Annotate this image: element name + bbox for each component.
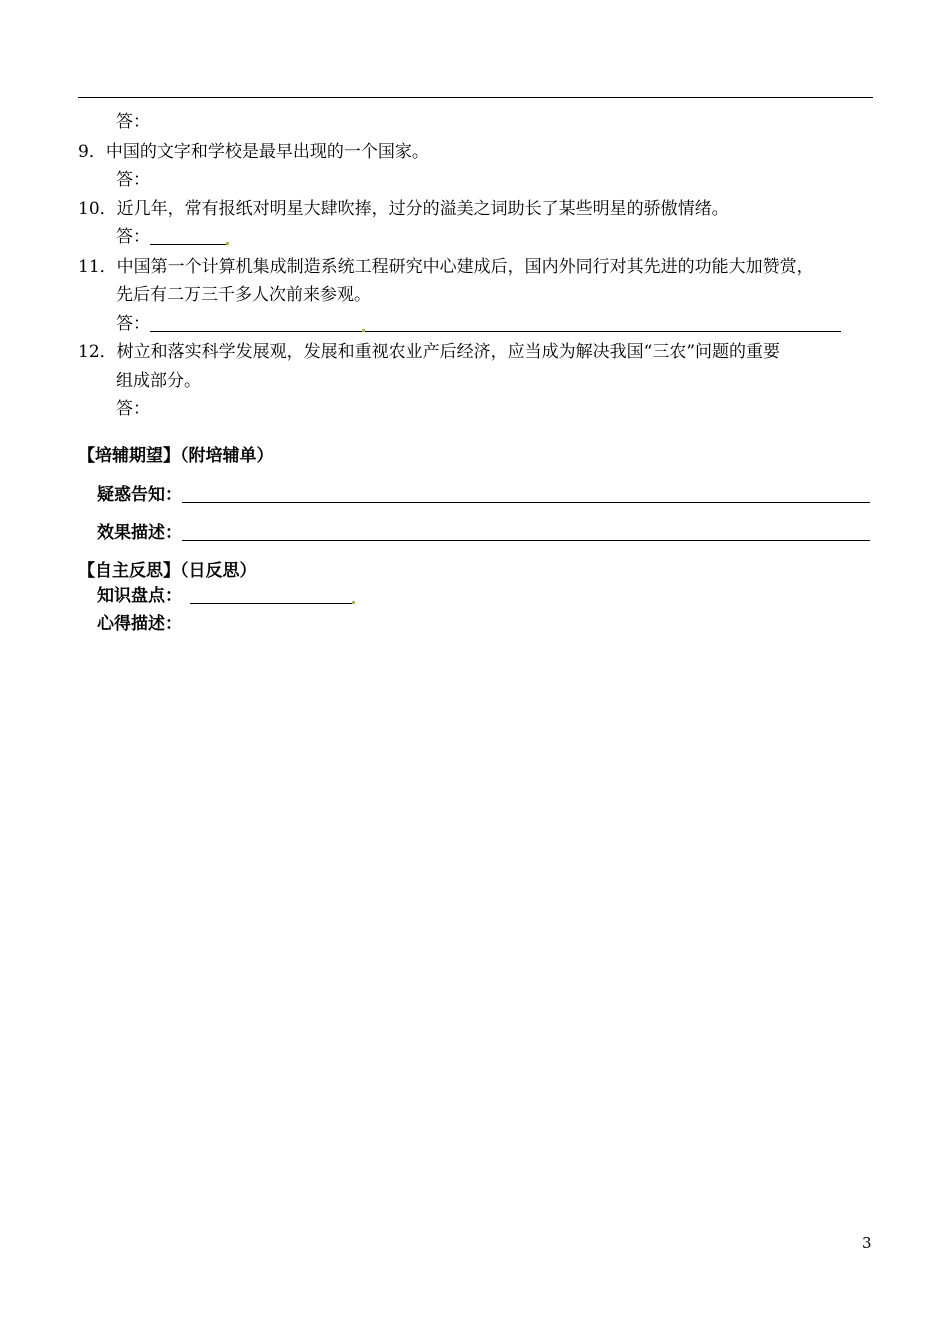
answer-blank[interactable] (150, 315, 362, 332)
answer-label: 答： (116, 170, 150, 190)
knowledge-label: 知识盘点： (97, 586, 182, 606)
doubt-input-line[interactable] (182, 486, 870, 503)
edit-mark (352, 601, 355, 604)
knowledge-input-line[interactable] (190, 587, 352, 604)
answer-line-9 (116, 169, 150, 191)
doubt-row (97, 484, 870, 506)
question-number: 11． (78, 257, 117, 277)
question-12-line-1 (78, 341, 780, 363)
question-text: 组成部分。 (116, 371, 201, 391)
question-text: 树立和落实科学发展观，发展和重视农业产后经济，应当成为解决我国“三农”问题的重要 (116, 342, 781, 362)
answer-blank[interactable] (365, 315, 841, 332)
answer-line-11 (116, 313, 841, 335)
answer-line-10 (116, 226, 229, 248)
answer-label: 答： (116, 112, 150, 132)
answer-label: 答： (116, 399, 150, 419)
question-text: 近几年，常有报纸对明星大肆吹捧，过分的溢美之词助长了某些明星的骄傲情绪。 (116, 199, 729, 219)
experience-row (97, 613, 182, 635)
page-number: 3 (862, 1234, 872, 1252)
question-9 (78, 141, 429, 163)
effect-row (97, 522, 870, 544)
question-number: 9． (78, 142, 106, 162)
doubt-label: 疑惑告知： (97, 485, 182, 505)
question-11-line-2 (116, 284, 371, 306)
header-rule (78, 97, 873, 98)
question-10 (78, 198, 729, 220)
question-number: 10． (78, 199, 117, 219)
question-number: 12． (78, 342, 117, 362)
question-text: 中国的文字和学校是最早出现的一个国家。 (105, 142, 429, 162)
answer-line-12 (116, 398, 150, 420)
edit-mark (226, 242, 229, 245)
question-11-line-1 (78, 256, 814, 278)
answer-label: 答： (116, 227, 150, 247)
answer-label: 答： (116, 314, 150, 334)
question-text: 中国第一个计算机集成制造系统工程研究中心建成后，国内外同行对其先进的功能大加赞赏， (116, 257, 814, 277)
effect-input-line[interactable] (182, 524, 870, 541)
reflection-heading: 【自主反思】（日反思） (78, 561, 257, 581)
question-text: 先后有二万三千多人次前来参观。 (116, 285, 371, 305)
knowledge-row (97, 585, 355, 607)
answer-line-8 (116, 111, 150, 133)
effect-label: 效果描述： (97, 523, 182, 543)
experience-label: 心得描述： (97, 614, 182, 634)
answer-blank[interactable] (150, 228, 226, 245)
question-12-line-2 (116, 370, 201, 392)
tutoring-heading: 【培辅期望】（附培辅单） (78, 446, 274, 466)
